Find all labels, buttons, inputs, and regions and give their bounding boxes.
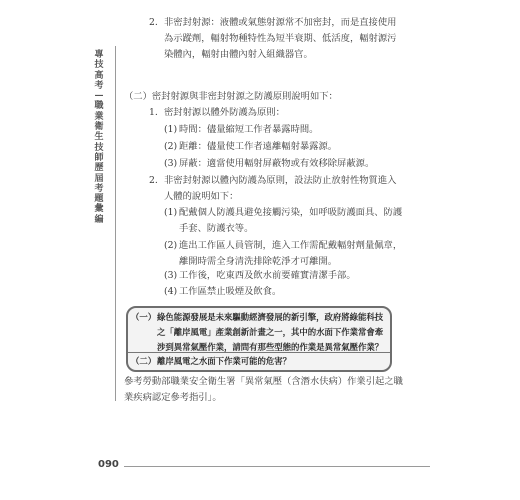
list-item-number: (1) [164, 124, 178, 135]
footer-rule [124, 466, 430, 467]
list-item-text: 工作後，吃東西及飲水前要確實清潔手部。 [179, 270, 356, 281]
question-number: （二） [131, 356, 157, 366]
list-item-text: 屏蔽：適當使用輻射屏蔽物或有效移除屏蔽源。 [179, 158, 375, 169]
list-item-text: 工作區禁止吸煙及飲食。 [179, 286, 282, 297]
list-item-text: 配戴個人防護具避免接觸污染，如呼吸防護面具、防護手套、防護衣等。 [179, 207, 403, 234]
reference-text: 參考勞動部職業安全衛生署「異常氣壓（含潛水伕病）作業引起之職業疾病認定參考指引」。 [124, 376, 403, 403]
list-item-text: 進出工作區人員管制，進入工作需配戴輻射劑量佩章，離開時需全身清洗排除乾淨才可離開。 [179, 240, 403, 267]
subsection-number: 1. [149, 107, 158, 118]
question-text: 離岸風電之水面下作業可能的危害？ [157, 356, 291, 366]
section-heading: （二）密封射源與非密封射源之防護原則說明如下： [124, 91, 338, 102]
subsection-number: 2. [149, 175, 158, 186]
page-number: 090 [98, 459, 119, 470]
book-title-vertical: 專技高考—職業衛生技師歷屆考題彙編 [94, 50, 104, 225]
list-item-text: 距離：儘量使工作者遠離輻射暴露源。 [179, 141, 338, 152]
list-item-number: (3) [164, 270, 178, 281]
list-item-number: (2) [164, 141, 178, 152]
item-number: 2. [149, 17, 158, 28]
subsection-heading: 非密封射源以體內防護為原則，設法防止放射性物質進入人體的說明如下： [164, 175, 397, 202]
subsection-heading: 密封射源以體外防護為原則： [164, 107, 285, 118]
list-item-number: (1) [164, 207, 178, 218]
list-item-text: 時間：儘量縮短工作者暴露時間。 [179, 124, 319, 135]
exam-question-box [126, 306, 392, 372]
sidebar-divider [115, 46, 116, 401]
question-divider [128, 352, 390, 353]
question-number: （一） [131, 312, 157, 322]
list-item-number: (2) [164, 240, 178, 251]
list-item-number: (3) [164, 158, 178, 169]
item-text: 非密封射源：液體或氣態射源常不加密封，而是直接使用為示蹤劑，輻射物種特性為短半衰期、低活度，輻射源污染體內，輻射由體內射入組織器官。 [164, 17, 397, 60]
list-item-number: (4) [164, 286, 178, 297]
question-text: 綠色能源發展是未來驅動經濟發展的新引擎，政府將綠能科技之「離岸風電」產業創新計畫之一，其中的水面下作業常會牽涉到異常氣壓作業，請問有那些型態的作業是異常氣壓作業？ [157, 312, 384, 352]
